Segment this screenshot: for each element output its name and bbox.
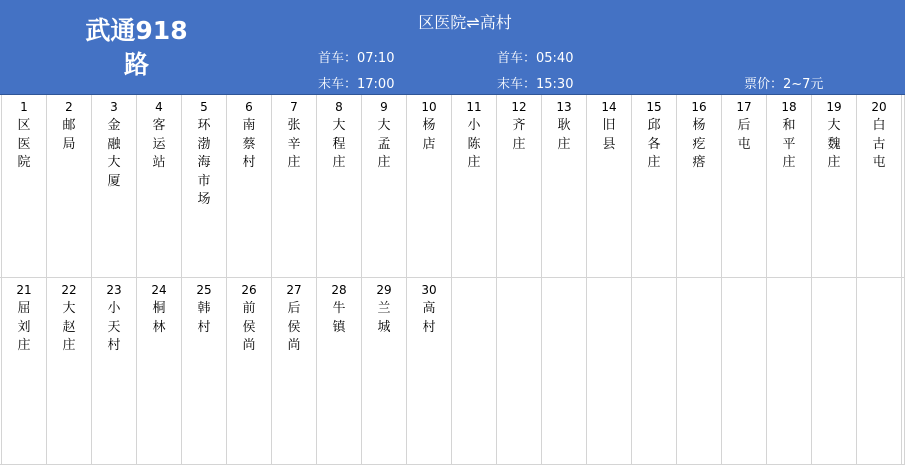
stop-name: 大程庄 xyxy=(332,118,346,170)
stop-cell xyxy=(227,95,272,278)
stop-number: 6 xyxy=(245,100,253,114)
last-bus-outbound: 末车：17:00 xyxy=(318,77,395,92)
stop-number: 4 xyxy=(155,100,163,114)
stop-name: 张辛庄 xyxy=(287,118,301,170)
stop-number: 15 xyxy=(646,100,662,114)
route-direction: 区医院⇌高村 xyxy=(418,13,512,32)
stop-number: 17 xyxy=(736,100,752,114)
stop-number: 24 xyxy=(151,283,167,297)
empty-cell xyxy=(722,278,767,465)
empty-cell xyxy=(632,278,677,465)
stop-cell xyxy=(857,95,902,278)
stop-name: 桐林 xyxy=(152,301,166,335)
empty-cell xyxy=(542,278,587,465)
stop-cell xyxy=(362,278,407,465)
route-name xyxy=(0,14,273,82)
stop-name: 兰城 xyxy=(377,301,391,335)
stop-name: 和平庄 xyxy=(782,118,796,170)
stop-cell xyxy=(137,95,182,278)
stop-number: 11 xyxy=(466,100,482,114)
empty-cell xyxy=(767,278,812,465)
stop-cell xyxy=(137,278,182,465)
stop-number: 9 xyxy=(380,100,388,114)
stop-number: 14 xyxy=(601,100,617,114)
stop-cell xyxy=(497,95,542,278)
stop-name: 大赵庄 xyxy=(62,301,76,353)
stop-name: 大魏庄 xyxy=(827,118,841,170)
stop-name: 小天村 xyxy=(107,301,121,353)
route-name-line1: 武通918 xyxy=(85,16,188,45)
stop-cell xyxy=(542,95,587,278)
stop-cell xyxy=(407,278,452,465)
stop-cell xyxy=(92,278,137,465)
stop-cell xyxy=(47,95,92,278)
stop-number: 5 xyxy=(200,100,208,114)
stop-cell xyxy=(47,278,92,465)
stop-cell xyxy=(227,278,272,465)
stop-cell xyxy=(272,278,317,465)
last-bus-return: 末车：15:30 xyxy=(497,77,574,92)
stop-cell xyxy=(317,95,362,278)
stop-cell xyxy=(92,95,137,278)
empty-cell xyxy=(812,278,857,465)
stop-cell xyxy=(317,278,362,465)
stop-name: 前侯尚 xyxy=(242,301,256,353)
stop-number: 21 xyxy=(16,283,32,297)
stop-cell xyxy=(812,95,857,278)
stop-number: 8 xyxy=(335,100,343,114)
stop-name: 大孟庄 xyxy=(377,118,391,170)
stop-cell xyxy=(677,95,722,278)
stop-name: 南蔡村 xyxy=(242,118,256,170)
stop-name: 耿庄 xyxy=(557,118,571,152)
stop-number: 30 xyxy=(421,283,437,297)
stop-cell xyxy=(407,95,452,278)
stop-number: 1 xyxy=(20,100,28,114)
stop-name: 杨店 xyxy=(422,118,436,152)
stop-cell xyxy=(452,95,497,278)
first-bus-return: 首车：05:40 xyxy=(497,51,574,66)
stop-name: 旧县 xyxy=(602,118,616,152)
stop-name: 杨疙瘩 xyxy=(692,118,706,170)
stop-name: 屈刘庄 xyxy=(17,301,31,353)
stop-number: 29 xyxy=(376,283,392,297)
stop-number: 25 xyxy=(196,283,212,297)
stop-number: 16 xyxy=(691,100,707,114)
stop-cell xyxy=(632,95,677,278)
stop-cell xyxy=(182,278,227,465)
stop-number: 13 xyxy=(556,100,572,114)
stop-number: 28 xyxy=(331,283,347,297)
stop-number: 10 xyxy=(421,100,437,114)
stop-cell xyxy=(272,95,317,278)
stop-name: 小陈庄 xyxy=(467,118,481,170)
stop-name: 后侯尚 xyxy=(287,301,301,353)
stop-name: 区医院 xyxy=(17,118,31,170)
stop-name: 邮局 xyxy=(62,118,76,152)
stop-name: 白古屯 xyxy=(872,118,886,170)
empty-cell xyxy=(497,278,542,465)
stop-name: 齐庄 xyxy=(512,118,526,152)
stop-number: 7 xyxy=(290,100,298,114)
stop-number: 3 xyxy=(110,100,118,114)
stop-number: 2 xyxy=(65,100,73,114)
stop-cell xyxy=(722,95,767,278)
stop-number: 22 xyxy=(61,283,77,297)
stop-name: 环渤海市场 xyxy=(197,118,211,207)
empty-cell xyxy=(677,278,722,465)
stop-number: 26 xyxy=(241,283,257,297)
stop-cell xyxy=(2,278,47,465)
stop-name: 邱各庄 xyxy=(647,118,661,170)
stop-name: 金融大厦 xyxy=(107,118,121,189)
empty-cell xyxy=(587,278,632,465)
stop-cell xyxy=(2,95,47,278)
stop-cell xyxy=(587,95,632,278)
route-name-line2: 路 xyxy=(123,50,149,79)
stop-grid xyxy=(0,95,905,465)
stop-number: 18 xyxy=(781,100,797,114)
stop-cell xyxy=(362,95,407,278)
stop-number: 23 xyxy=(106,283,122,297)
stop-cell xyxy=(182,95,227,278)
stop-number: 27 xyxy=(286,283,302,297)
stop-name: 高村 xyxy=(422,301,436,335)
fare-info: 票价：2~7元 xyxy=(744,77,824,92)
stop-number: 12 xyxy=(511,100,527,114)
first-bus-outbound: 首车：07:10 xyxy=(318,51,395,66)
stop-number: 20 xyxy=(871,100,887,114)
empty-cell xyxy=(857,278,902,465)
route-header xyxy=(0,0,905,95)
stop-name: 韩村 xyxy=(197,301,211,335)
stop-name: 客运站 xyxy=(152,118,166,170)
stop-name: 牛镇 xyxy=(332,301,346,335)
stop-cell xyxy=(767,95,812,278)
stop-name: 后屯 xyxy=(737,118,751,152)
empty-cell xyxy=(452,278,497,465)
stop-number: 19 xyxy=(826,100,842,114)
